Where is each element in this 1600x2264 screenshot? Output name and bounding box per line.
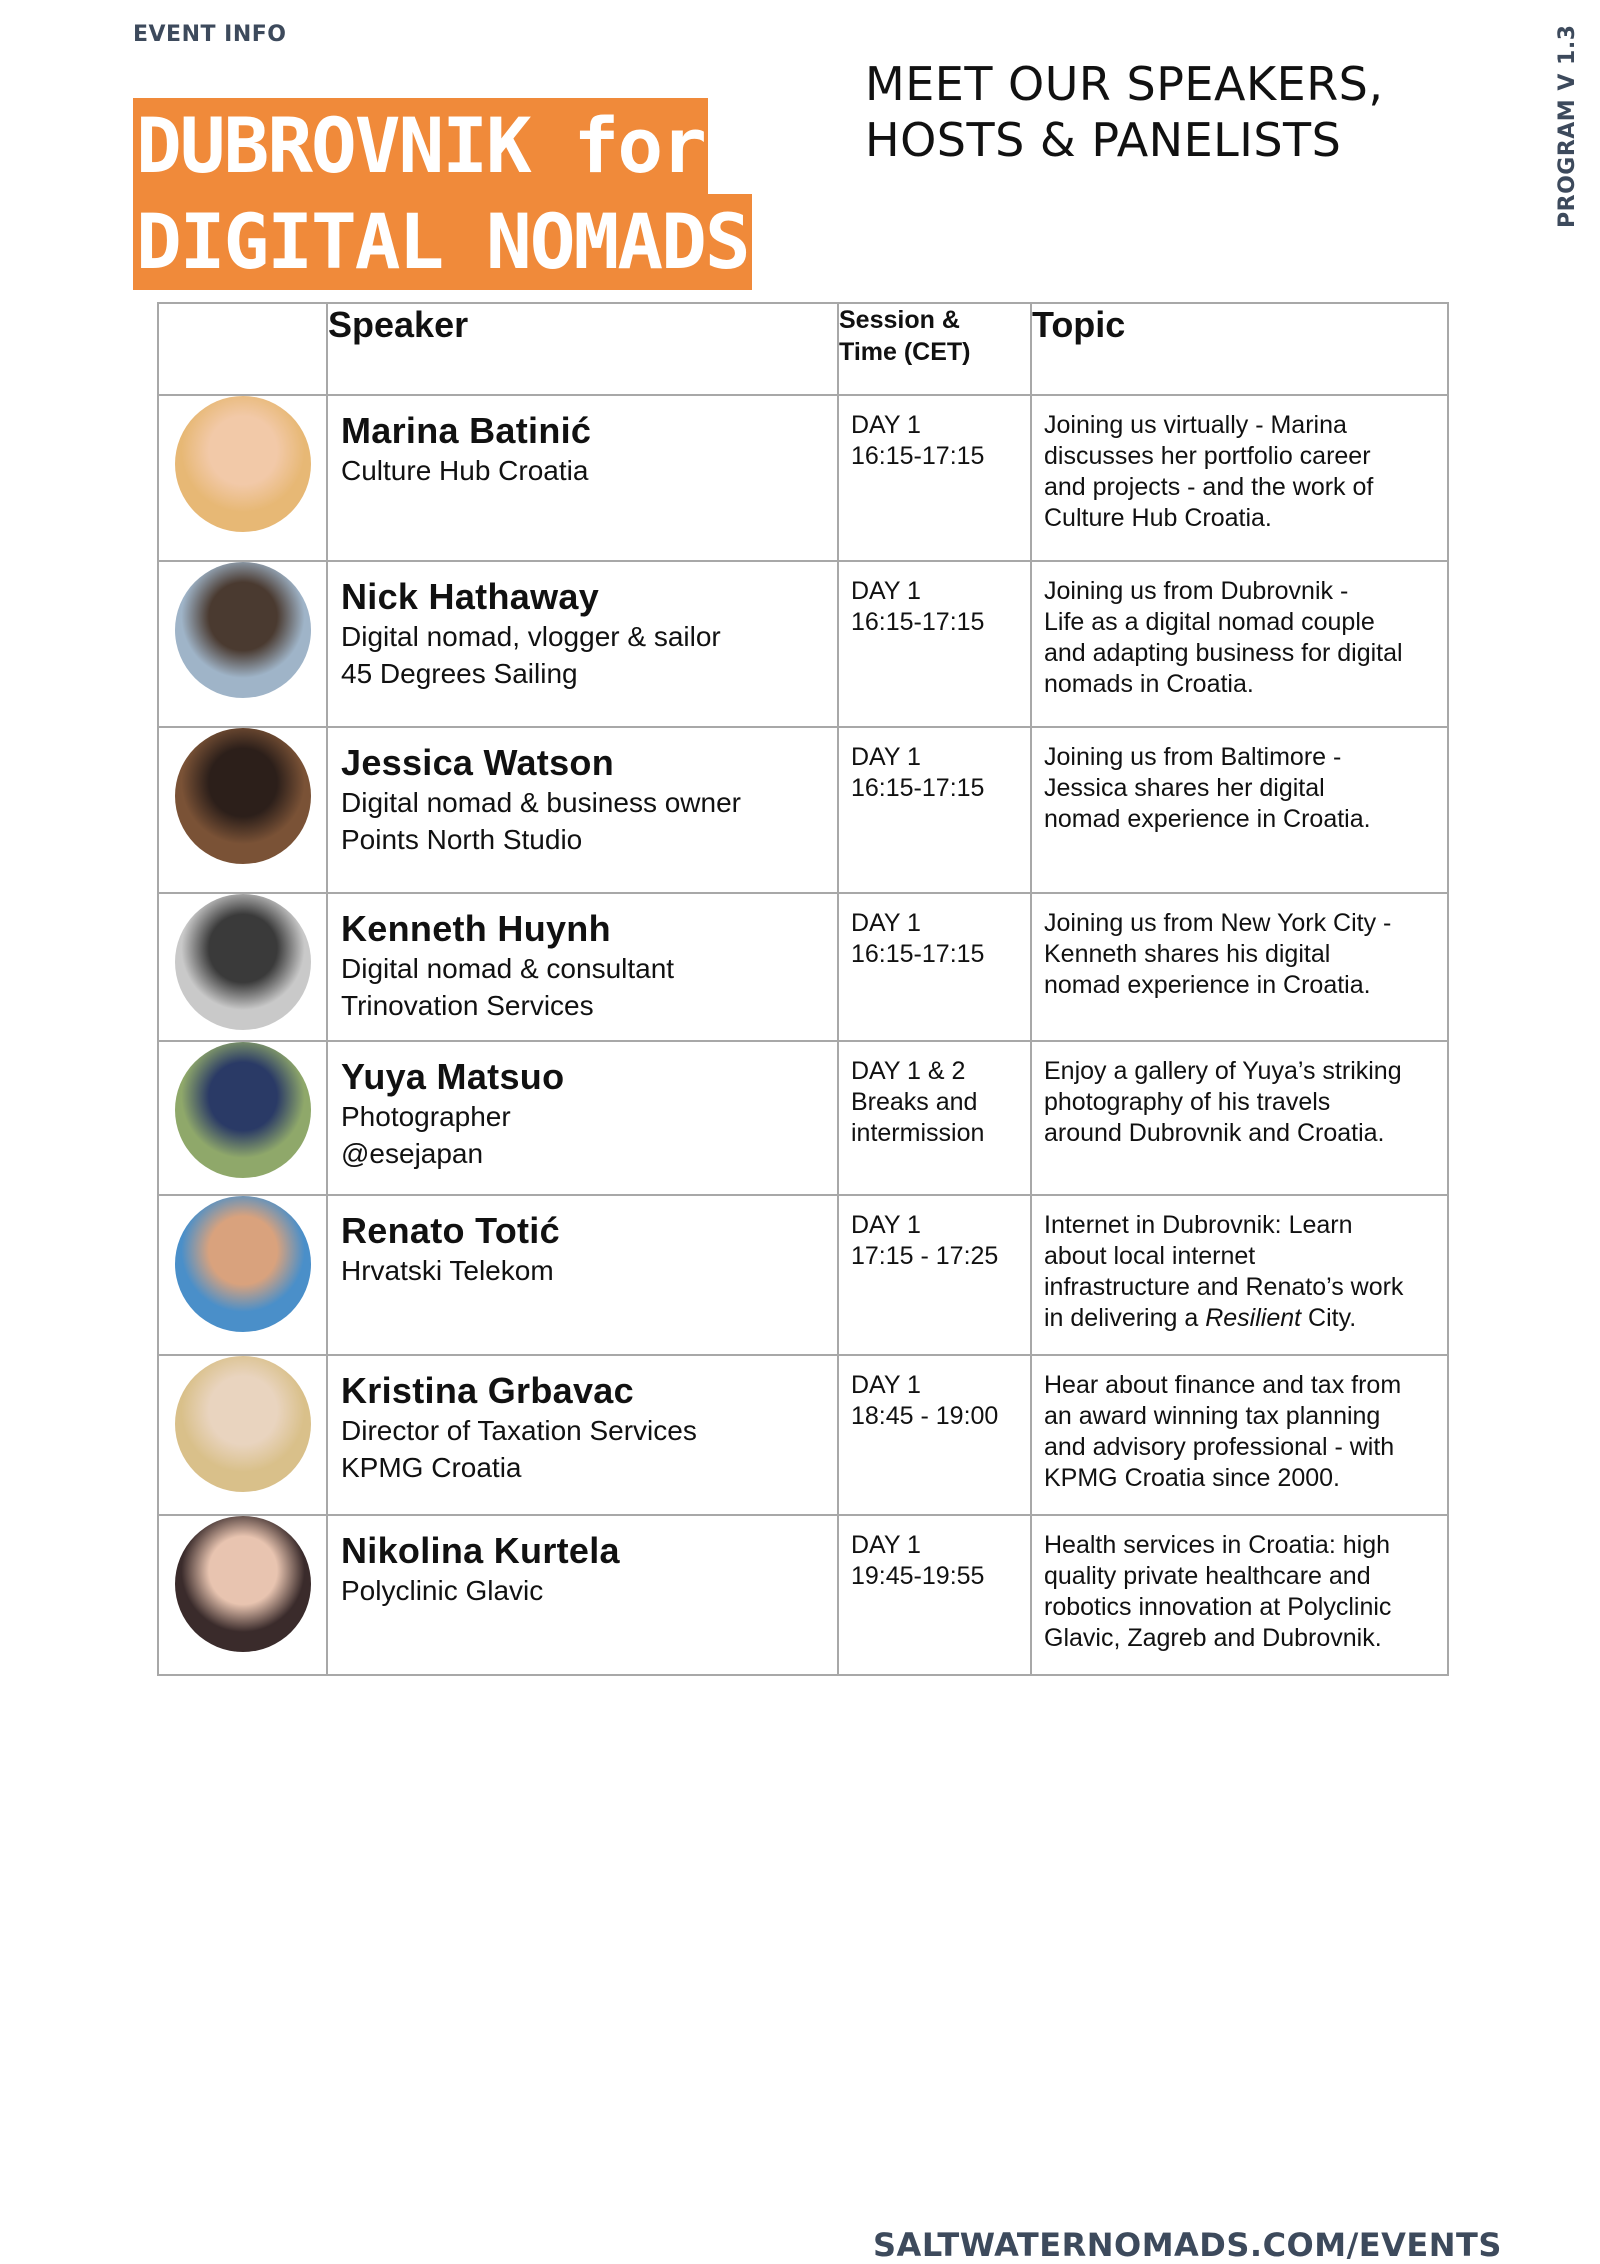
session-cell <box>838 395 1031 561</box>
topic-line: photography of his travels <box>1044 1088 1331 1116</box>
avatar <box>175 1356 311 1492</box>
program-version: PROGRAM V 1.3 <box>1555 24 1580 228</box>
tagline <box>865 56 1383 168</box>
speakers-table <box>157 302 1449 1676</box>
session-line: 18:45 - 19:00 <box>851 1402 999 1430</box>
avatar <box>175 894 311 1030</box>
speaker-role: Digital nomad & business owner <box>341 787 741 818</box>
table-row <box>158 1041 1448 1195</box>
session-cell <box>838 1041 1031 1195</box>
speaker-cell <box>327 1041 838 1195</box>
topic-text: City. <box>1301 1304 1357 1332</box>
topic-line: quality private healthcare and <box>1044 1562 1371 1590</box>
table-header-row <box>158 303 1448 395</box>
avatar <box>175 396 311 532</box>
topic-line: and advisory professional - with <box>1044 1433 1395 1461</box>
topic-line: Culture Hub Croatia. <box>1044 504 1272 532</box>
speaker-cell <box>327 561 838 727</box>
table-row <box>158 395 1448 561</box>
header-session-line-1: Session & <box>839 306 960 334</box>
speaker-role: Polyclinic Glavic <box>341 1575 544 1606</box>
speaker-org: 45 Degrees Sailing <box>341 658 578 689</box>
session-line: 16:15-17:15 <box>851 442 985 470</box>
tagline-line-1: MEET OUR SPEAKERS, <box>865 57 1384 111</box>
speaker-name: Nick Hathaway <box>341 576 600 617</box>
speaker-name: Yuya Matsuo <box>341 1056 565 1097</box>
topic-cell <box>1031 1515 1448 1675</box>
header-topic: Topic <box>1031 303 1448 395</box>
speaker-cell <box>327 1195 838 1355</box>
speaker-role: Culture Hub Croatia <box>341 455 589 486</box>
session-line: intermission <box>851 1119 985 1147</box>
topic-cell <box>1031 1195 1448 1355</box>
speaker-name: Marina Batinić <box>341 410 592 451</box>
photo-cell <box>158 395 327 561</box>
speaker-name: Renato Totić <box>341 1210 560 1251</box>
topic-line <box>1044 1303 1437 1334</box>
topic-line: Hear about finance and tax from <box>1044 1371 1402 1399</box>
table-row <box>158 1195 1448 1355</box>
speaker-cell <box>327 893 838 1041</box>
speaker-org: @esejapan <box>341 1138 484 1169</box>
photo-cell <box>158 727 327 893</box>
topic-text: in delivering a <box>1044 1304 1206 1332</box>
topic-line: discusses her portfolio career <box>1044 442 1371 470</box>
session-line: 19:45-19:55 <box>851 1562 985 1590</box>
topic-cell <box>1031 727 1448 893</box>
speaker-cell <box>327 1355 838 1515</box>
photo-cell <box>158 1515 327 1675</box>
speaker-cell <box>327 727 838 893</box>
speaker-name: Jessica Watson <box>341 742 614 783</box>
speaker-name: Nikolina Kurtela <box>341 1530 620 1571</box>
session-line: 16:15-17:15 <box>851 940 985 968</box>
session-line: DAY 1 <box>851 743 921 771</box>
photo-cell <box>158 1195 327 1355</box>
speaker-role: Digital nomad & consultant <box>341 953 675 984</box>
session-cell <box>838 1195 1031 1355</box>
session-cell <box>838 893 1031 1041</box>
topic-cell <box>1031 1355 1448 1515</box>
tagline-line-2: HOSTS & PANELISTS <box>865 113 1342 167</box>
topic-line: nomad experience in Croatia. <box>1044 971 1371 999</box>
session-cell <box>838 727 1031 893</box>
speaker-org: Trinovation Services <box>341 990 594 1021</box>
topic-line: and projects - and the work of <box>1044 473 1374 501</box>
topic-line: Joining us virtually - Marina <box>1044 411 1347 439</box>
table-row <box>158 1355 1448 1515</box>
header-photo-cell <box>158 303 327 395</box>
session-line: 17:15 - 17:25 <box>851 1242 999 1270</box>
photo-cell <box>158 561 327 727</box>
speaker-org: KPMG Croatia <box>341 1452 522 1483</box>
header-speaker: Speaker <box>327 303 838 395</box>
topic-line: around Dubrovnik and Croatia. <box>1044 1119 1385 1147</box>
header-session-line-2: Time (CET) <box>839 338 971 366</box>
table-row <box>158 1515 1448 1675</box>
avatar <box>175 562 311 698</box>
session-line: 16:15-17:15 <box>851 608 985 636</box>
event-info-label: EVENT INFO <box>133 22 287 47</box>
topic-line: about local internet <box>1044 1242 1256 1270</box>
session-cell <box>838 561 1031 727</box>
event-title <box>133 98 752 290</box>
session-cell <box>838 1515 1031 1675</box>
session-line: DAY 1 & 2 <box>851 1057 966 1085</box>
topic-line: Joining us from Baltimore - <box>1044 743 1342 771</box>
speaker-role: Digital nomad, vlogger & sailor <box>341 621 721 652</box>
avatar <box>175 728 311 864</box>
header-session <box>838 303 1031 395</box>
topic-line: nomads in Croatia. <box>1044 670 1254 698</box>
footer-url[interactable]: SALTWATERNOMADS.COM/EVENTS <box>873 2226 1502 2264</box>
session-line: DAY 1 <box>851 1211 921 1239</box>
session-line: DAY 1 <box>851 1531 921 1559</box>
session-line: 16:15-17:15 <box>851 774 985 802</box>
topic-cell <box>1031 1041 1448 1195</box>
title-line-1: DUBROVNIK for <box>133 98 708 194</box>
session-line: DAY 1 <box>851 411 921 439</box>
table-row <box>158 893 1448 1041</box>
topic-line: KPMG Croatia since 2000. <box>1044 1464 1340 1492</box>
photo-cell <box>158 1355 327 1515</box>
session-line: DAY 1 <box>851 577 921 605</box>
topic-line: Internet in Dubrovnik: Learn <box>1044 1211 1353 1239</box>
speaker-name: Kenneth Huynh <box>341 908 611 949</box>
avatar <box>175 1196 311 1332</box>
session-cell <box>838 1355 1031 1515</box>
table-row <box>158 561 1448 727</box>
topic-line: Joining us from Dubrovnik - <box>1044 577 1349 605</box>
topic-line: robotics innovation at Polyclinic <box>1044 1593 1392 1621</box>
topic-line: infrastructure and Renato’s work <box>1044 1273 1404 1301</box>
session-line: DAY 1 <box>851 1371 921 1399</box>
speaker-role: Director of Taxation Services <box>341 1415 697 1446</box>
topic-cell <box>1031 561 1448 727</box>
photo-cell <box>158 893 327 1041</box>
topic-line: nomad experience in Croatia. <box>1044 805 1371 833</box>
speaker-role: Hrvatski Telekom <box>341 1255 554 1286</box>
title-line-2: DIGITAL NOMADS <box>133 194 752 290</box>
avatar <box>175 1042 311 1178</box>
topic-line: and adapting business for digital <box>1044 639 1403 667</box>
session-line: Breaks and <box>851 1088 978 1116</box>
topic-emphasis: Resilient <box>1205 1304 1302 1332</box>
speaker-org: Points North Studio <box>341 824 583 855</box>
speaker-cell <box>327 395 838 561</box>
topic-line: Jessica shares her digital <box>1044 774 1325 802</box>
topic-line: an award winning tax planning <box>1044 1402 1381 1430</box>
speaker-rows <box>158 395 1448 1675</box>
topic-line: Enjoy a gallery of Yuya’s striking <box>1044 1057 1402 1085</box>
speaker-name: Kristina Grbavac <box>341 1370 634 1411</box>
topic-line: Glavic, Zagreb and Dubrovnik. <box>1044 1624 1382 1652</box>
avatar <box>175 1516 311 1652</box>
speaker-role: Photographer <box>341 1101 511 1132</box>
photo-cell <box>158 1041 327 1195</box>
session-line: DAY 1 <box>851 909 921 937</box>
topic-line: Life as a digital nomad couple <box>1044 608 1375 636</box>
topic-line: Joining us from New York City - <box>1044 909 1392 937</box>
topic-line: Kenneth shares his digital <box>1044 940 1331 968</box>
speaker-cell <box>327 1515 838 1675</box>
topic-cell <box>1031 395 1448 561</box>
topic-cell <box>1031 893 1448 1041</box>
table-row <box>158 727 1448 893</box>
topic-line: Health services in Croatia: high <box>1044 1531 1390 1559</box>
